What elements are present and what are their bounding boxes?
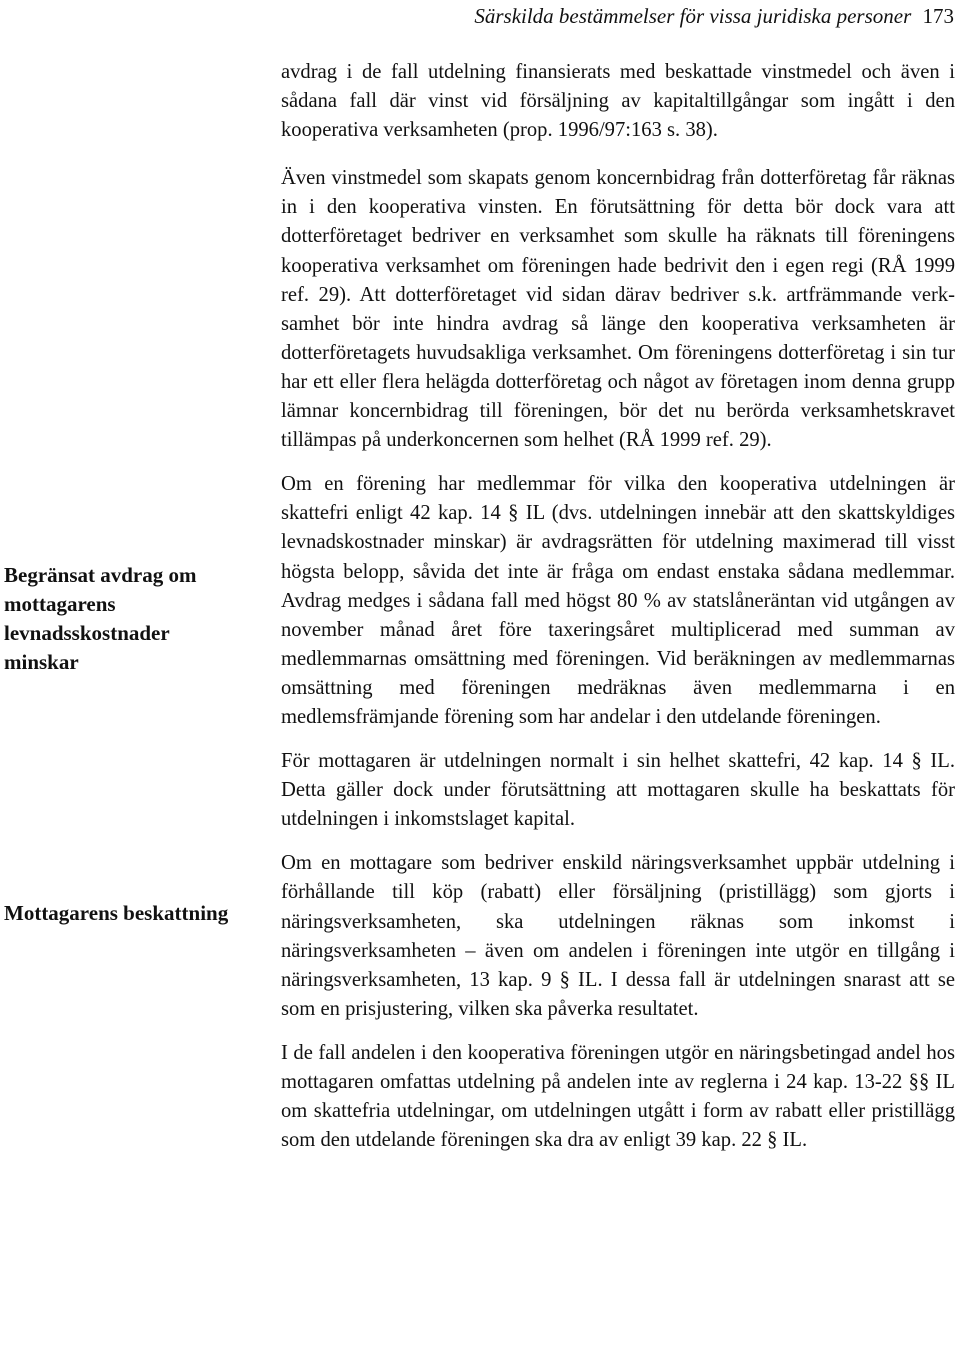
running-header-title: Särskilda bestämmelser för vissa juridiska personer: [474, 4, 912, 28]
paragraph: Även vinstmedel som skapats genom koncernbidrag från dotterföretag får räknas in i den kooperativa vinsten. En förutsättning för detta bör dock vara att dotterföretaget bedriver en verksamhet som skulle ha räknats till föreningens kooperativa verksamhet om föreningen hade bedrivit den i egen regi (RÅ 1999 ref. 29). Att dotterföretaget vid sidan därav bedriver s.k. artfrämmande verksamhet bör inte hindra avdrag så länge den kooperativa verksamheten är dotterföretagets huvudsakliga verksamhet. Om föreningens dotterföretag i sin tur har ett eller flera helägda dotterföretag och något av företagen inom denna grupp lämnar koncernbidrag till föreningen, bör det nu berörda verksamhetskravet tillämpas på underkoncernen som helhet (RÅ 1999 ref. 29).: [281, 167, 955, 452]
paragraph: I de fall andelen i den kooperativa föreningen utgör en näringsbetingad andel hos mottagaren omfattas utdelning på andelen inte av reglerna i 24 kap. 13-22 §§ IL om skattefria utdelningar, om utdelningen utgått i form av rabatt eller pristillägg som den utdelande föreningen ska dra av enligt 39 kap. 22 § IL.: [281, 1041, 955, 1152]
margin-heading-limited-deduction: Begränsat avdrag om mottagarens levnadsskostnader minskar: [4, 563, 197, 674]
body-text: [281, 58, 955, 1170]
margin-heading-recipient-taxation: Mottagarens beskattning: [4, 901, 229, 925]
paragraph: avdrag i de fall utdelning finansierats med beskattade vinstmedel och även i sådana fall där vinst vid försäljning av kapitaltillgångar som ingått i den kooperativa verksamheten (prop. 1996/97:163 s. 38).: [281, 61, 955, 142]
paragraph: För mottagaren är utdelningen normalt i sin helhet skattefri, 42 kap. 14 § IL. Detta gäller dock under förutsättning att mottagaren skulle ha beskattats för utdelningen i inkomstslaget kapital.: [281, 750, 955, 831]
running-header: [474, 3, 954, 29]
paragraph: Om en förening har medlemmar för vilka den kooperativa utdelningen är skattefri enligt 42 kap. 14 § IL (dvs. utdelningen innebär att den skattskyldiges levnadskostnader minskar) är avdragsrätten för utdelning maximerad till visst högsta belopp, såvida det inte är fråga om endast enstaka sådana medlemmar. Avdrag medges i sådana fall med högst 80 % av statslåneräntan vid utgången av november månad året före taxeringsåret multiplicerad med summan av medlemmarnas omsättning med föreningen. Vid beräkningen av medlemmarnas omsättning med föreningen medräknas även medlemmarna i en medlemsfrämjande förening som har andelar i den utdelande föreningen.: [281, 473, 955, 728]
page-number: 173: [922, 4, 954, 28]
paragraph: Om en mottagare som bedriver enskild näringsverksamhet uppbär utdelning i förhållande till köp (rabatt) eller försäljning (pristillägg) som gjorts i näringsverksamheten, ska utdelningen räknas som inkomst i näringsverksamheten – även om andelen i föreningen inte utgör en tillgång i näringsverksamheten, 13 kap. 9 § IL. I dessa fall är utdelningen snarast att se som en prisjustering, vilken ska påverka resultatet.: [281, 852, 955, 1020]
